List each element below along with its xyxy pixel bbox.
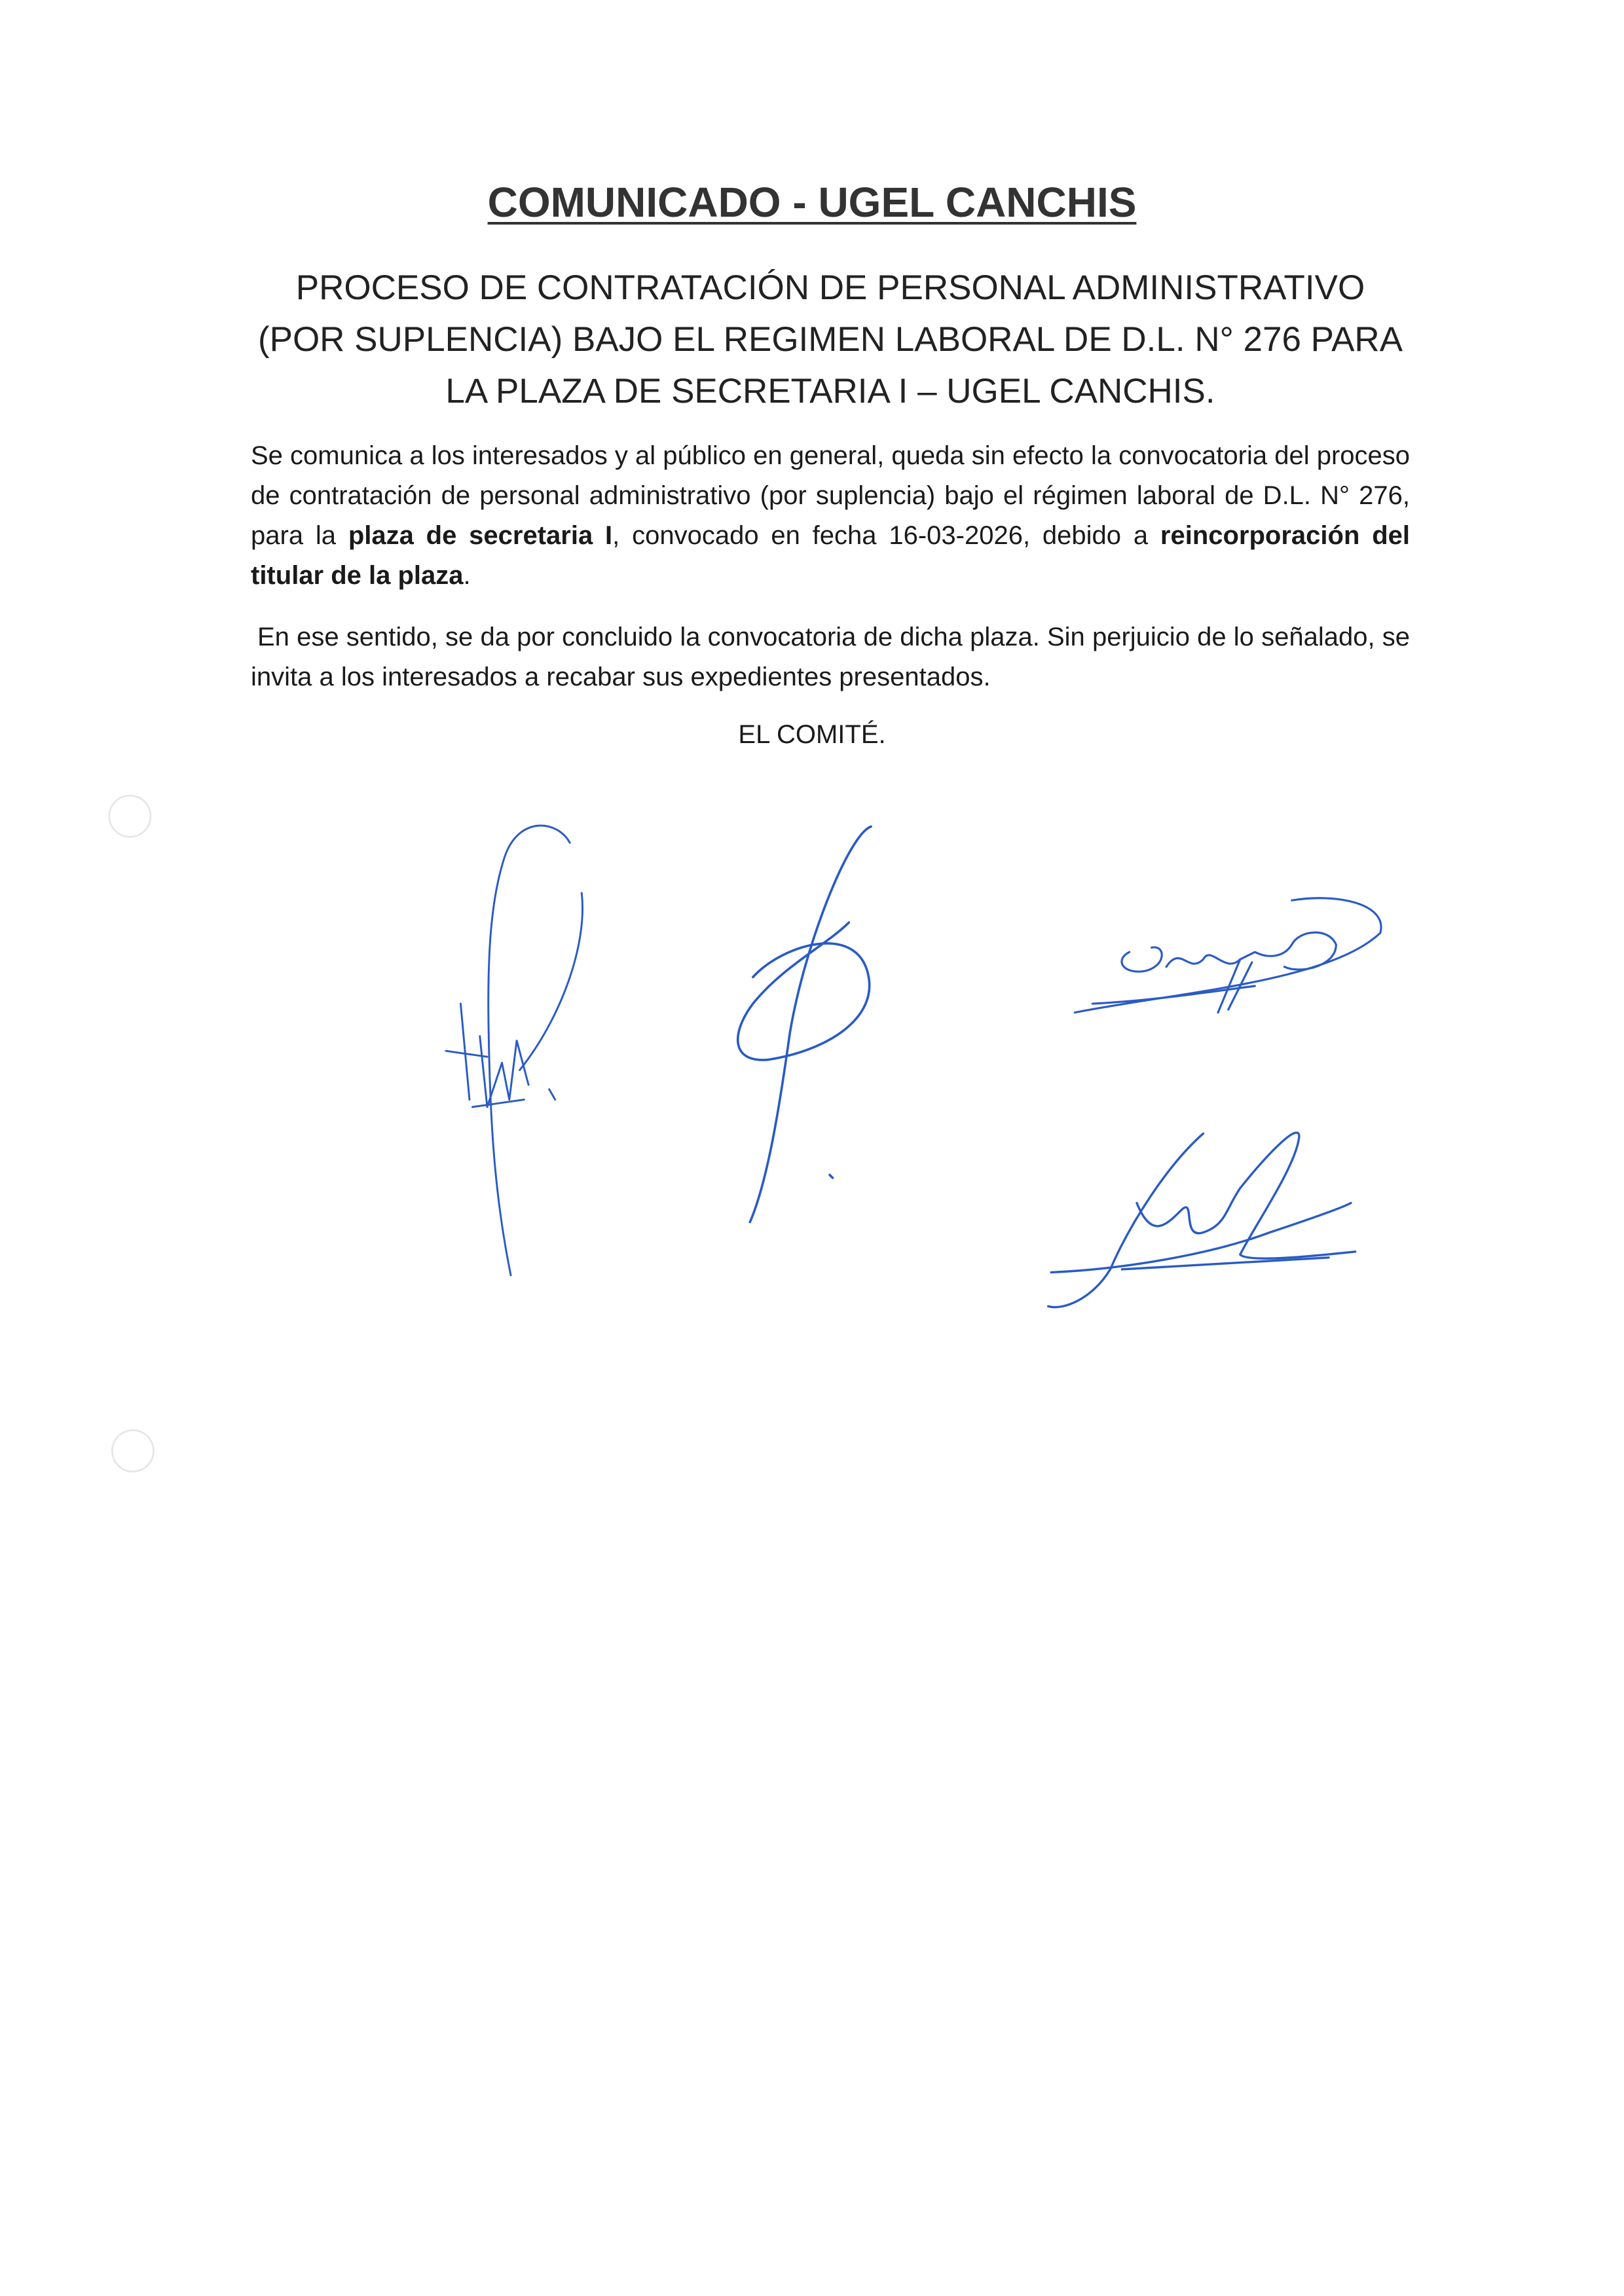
paragraph-1-bold-position: plaza de secretaria I bbox=[348, 521, 613, 550]
paragraph-2: En ese sentido, se da por concluido la convocatoria de dicha plaza. Sin perjuicio de lo señalado, se invita a los interesados a recabar sus expedientes presentados. bbox=[251, 623, 1410, 691]
page-title: COMUNICADO - UGEL CANCHIS bbox=[487, 179, 1137, 226]
signoff: EL COMITÉ. bbox=[738, 720, 886, 749]
paragraph-1-text-2: , convocado en fecha 16-03-2026, debido a bbox=[612, 521, 1160, 550]
signature-1-icon bbox=[446, 826, 583, 1275]
subtitle: PROCESO DE CONTRATACIÓN DE PERSONAL ADMINISTRATIVO (POR SUPLENCIA) BAJO EL REGIMEN LABORAL DE D.L. N° 276 PARA LA PLAZA DE SECRETARIA I – UGEL CANCHIS. bbox=[257, 268, 1403, 410]
paragraph-1-bold-reason: reincorporación del titular de la plaza bbox=[251, 521, 1411, 590]
signature-2-icon bbox=[738, 827, 871, 1222]
punch-hole-mark-icon bbox=[109, 795, 151, 837]
signature-4-icon bbox=[1048, 1133, 1356, 1307]
punch-hole-mark-icon bbox=[112, 1430, 153, 1472]
paragraph-1-text-3: . bbox=[463, 561, 471, 590]
paragraph-1-text: Se comunica a los interesados y al público en general, queda sin efecto la convocatoria del proceso de contratación de personal administrativo (por suplencia) bajo el régimen laboral de D.L. N° 276, para la bbox=[251, 441, 1410, 550]
signature-3-icon bbox=[1075, 898, 1381, 1013]
